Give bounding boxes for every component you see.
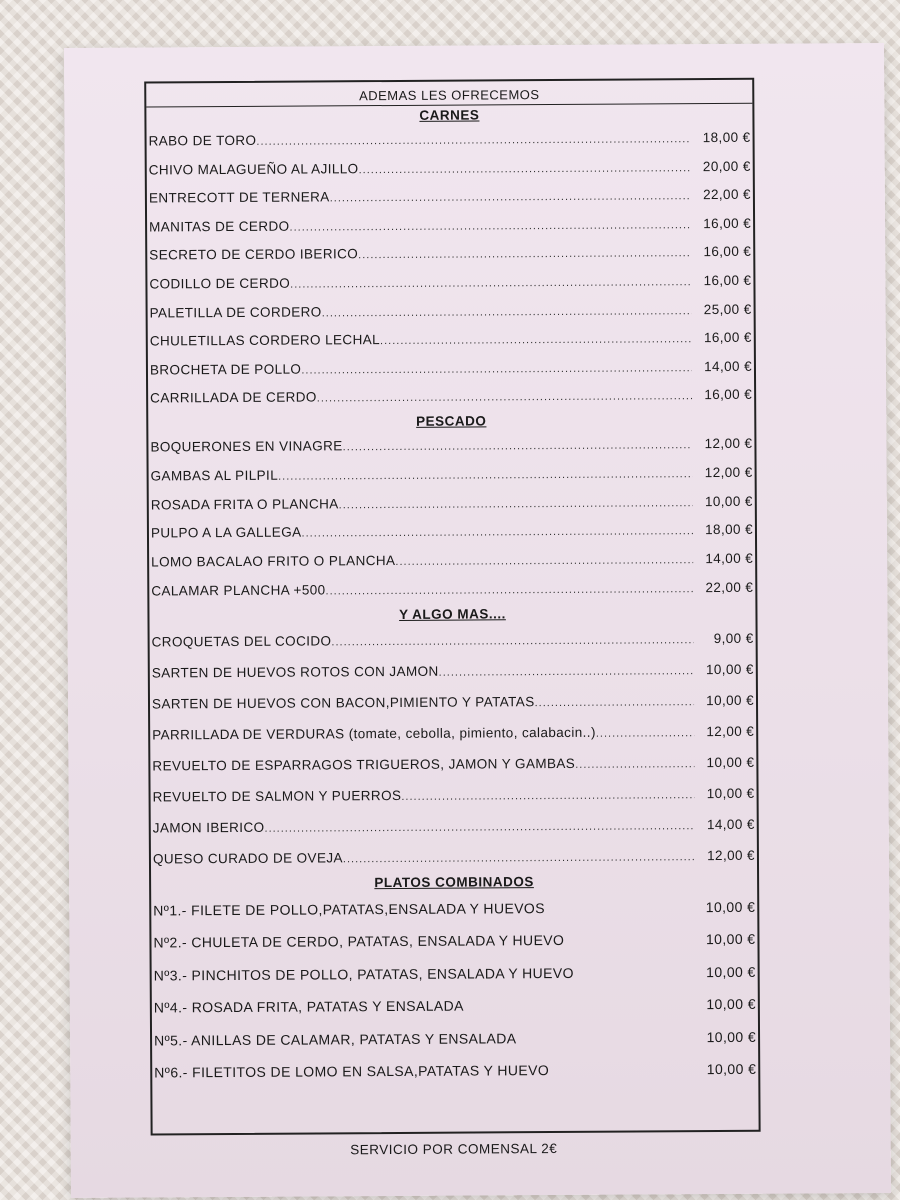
dot-leader (322, 297, 692, 328)
menu-item-name: CHULETILLAS CORDERO LECHAL (149, 332, 381, 349)
menu-item-price: 12,00 € (704, 464, 753, 480)
menu-item (148, 295, 754, 327)
menu-item-price: 10,00 € (705, 898, 756, 915)
menu-item (150, 685, 756, 720)
menu-item-name: QUESO CURADO DE OVEJA (152, 850, 343, 867)
menu-item-name: REVUELTO DE ESPARRAGOS TRIGUEROS, JAMON Y GAMBAS (152, 755, 576, 774)
menu-header: ADEMAS LES OFRECEMOS (146, 80, 752, 108)
menu-item-price: 9,00 € (713, 630, 754, 646)
leader-spacer (464, 1009, 700, 1010)
menu-item (150, 623, 756, 658)
dot-leader (395, 546, 693, 577)
dot-leader (596, 718, 695, 750)
menu-item-name: LOMO BACALAO FRITO O PLANCHA (151, 553, 396, 570)
menu-item-name: Nº5.- ANILLAS DE CALAMAR, PATATAS Y ENSALADA (154, 1029, 517, 1049)
menu-item-name: ENTRECOTT DE TERNERA (148, 189, 330, 206)
menu-item-name: Nº2.- CHULETA DE CERDO, PATATAS, ENSALADA Y HUEVO (153, 932, 565, 951)
menu-sheet (64, 43, 891, 1198)
menu-item-price: 10,00 € (705, 931, 756, 948)
menu-item (152, 988, 758, 1024)
menu-item-name: GAMBAS AL PILPIL (150, 467, 279, 484)
dot-leader (330, 182, 691, 213)
menu-item-name: SECRETO DE CERDO IBERICO (149, 246, 359, 263)
menu-item-price: 10,00 € (706, 754, 755, 770)
menu-item (147, 152, 753, 184)
menu-item-price: 16,00 € (704, 387, 753, 403)
leader-spacer (549, 1074, 700, 1075)
menu-item-name: REVUELTO DE SALMON Y PUERROS (152, 787, 402, 805)
dot-leader (343, 842, 695, 875)
menu-item-name: CROQUETAS DEL COCIDO (151, 633, 332, 650)
menu-item-name: Nº3.- PINCHITOS DE POLLO, PATATAS, ENSALADA Y HUEVO (153, 964, 574, 984)
menu-item (149, 574, 755, 606)
menu-item-price: 10,00 € (705, 661, 754, 677)
menu-item-name: SARTEN DE HUEVOS ROTOS CON JAMON (151, 663, 439, 681)
menu-item (151, 809, 757, 844)
menu-item (152, 1020, 758, 1056)
dot-leader (439, 656, 694, 689)
menu-frame (144, 78, 760, 1136)
menu-item-price: 14,00 € (705, 550, 754, 567)
dot-leader (278, 460, 693, 491)
menu-item (149, 516, 755, 548)
menu-item-price: 14,00 € (704, 358, 753, 374)
dot-leader (358, 154, 690, 185)
menu-item (148, 353, 754, 385)
menu-item-price: 10,00 € (706, 963, 756, 980)
menu-item-name: MANITAS DE CERDO (149, 218, 290, 235)
menu-item (149, 545, 755, 577)
menu-item-name: BROCHETA DE POLLO (149, 361, 302, 378)
menu-item (152, 1053, 758, 1089)
menu-item-price: 16,00 € (703, 215, 752, 231)
menu-item-price: 25,00 € (703, 301, 752, 317)
dot-leader (290, 268, 691, 299)
menu-item (151, 923, 757, 959)
menu-item-name: PULPO A LA GALLEGA (150, 524, 302, 541)
section-title: CARNES (419, 107, 480, 123)
menu-item (148, 430, 754, 462)
menu-item-price: 10,00 € (706, 1061, 757, 1078)
menu-item-name: CODILLO DE CERDO (149, 275, 291, 292)
menu-item-price: 12,00 € (707, 847, 755, 863)
menu-item (147, 181, 753, 213)
menu-item-name: ROSADA FRITA O PLANCHA (150, 495, 339, 513)
menu-item-price: 22,00 € (705, 579, 754, 596)
menu-item-name: JAMON IBERICO (152, 819, 265, 836)
menu-section (148, 410, 755, 606)
menu-item-name: CALAMAR PLANCHA +500 (151, 582, 326, 599)
menu-item-price: 10,00 € (704, 493, 753, 509)
section-title: PESCADO (416, 413, 487, 429)
menu-item-name: SARTEN DE HUEVOS CON BACON,PIMIENTO Y PATATAS (151, 693, 535, 712)
menu-item-name: Nº4.- ROSADA FRITA, PATATAS Y ENSALADA (153, 997, 464, 1016)
menu-item (152, 955, 758, 991)
menu-item-price: 18,00 € (705, 522, 754, 538)
menu-item (146, 124, 752, 156)
dot-leader (317, 383, 693, 414)
menu-item-name: CHIVO MALAGUEÑO AL AJILLO (148, 160, 359, 178)
menu-item (147, 267, 753, 299)
dot-leader (358, 240, 691, 271)
menu-item (150, 654, 756, 689)
menu-item-price: 20,00 € (702, 158, 751, 174)
menu-item-name: PALETILLA DE CORDERO (149, 303, 322, 321)
menu-section (149, 603, 757, 875)
menu-item (147, 238, 753, 270)
menu-item-price: 16,00 € (703, 244, 752, 260)
menu-item-name: Nº6.- FILETITOS DE LOMO EN SALSA,PATATAS Y HUEVO (154, 1062, 550, 1081)
menu-item (148, 381, 754, 413)
menu-item-price: 12,00 € (704, 435, 753, 452)
menu-item-name: PARRILLADA DE VERDURAS (tomate, cebolla, pimiento, calabacin..) (152, 724, 596, 743)
dot-leader (301, 354, 692, 385)
service-charge-note: SERVICIO POR COMENSAL 2€ (350, 1141, 558, 1158)
leader-spacer (517, 1042, 701, 1043)
menu-item-price: 16,00 € (703, 329, 752, 346)
dot-leader (534, 687, 694, 719)
menu-item (150, 747, 756, 782)
dot-leader (339, 489, 693, 520)
menu-item-price: 10,00 € (706, 692, 755, 708)
menu-section (151, 871, 758, 1090)
leader-spacer (564, 944, 699, 945)
dot-leader (401, 780, 694, 813)
menu-item-price: 12,00 € (706, 723, 755, 739)
menu-item-name: CARRILLADA DE CERDO (150, 389, 317, 406)
menu-item-price: 10,00 € (706, 785, 755, 801)
menu-item (150, 716, 756, 751)
menu-item (151, 891, 757, 927)
menu-sections (146, 104, 758, 1089)
menu-item (147, 210, 753, 242)
dot-leader (289, 211, 691, 242)
dot-leader (331, 625, 693, 658)
leader-spacer (574, 977, 700, 978)
leader-spacer (545, 912, 699, 913)
menu-item-price: 10,00 € (706, 996, 756, 1013)
menu-item-price: 18,00 € (702, 129, 751, 146)
dot-leader (380, 325, 692, 355)
dot-leader (256, 125, 690, 156)
menu-item (149, 459, 755, 491)
menu-section (146, 104, 754, 414)
menu-item (151, 840, 757, 875)
menu-item-price: 10,00 € (706, 1028, 757, 1045)
section-title: PLATOS COMBINADOS (374, 873, 534, 890)
menu-item-price: 14,00 € (706, 816, 755, 832)
menu-item (148, 324, 754, 356)
menu-item-name: BOQUERONES EN VINAGRE (150, 438, 343, 455)
dot-leader (343, 431, 693, 462)
dot-leader (325, 575, 693, 606)
menu-item-price: 16,00 € (703, 272, 752, 289)
menu-item (150, 778, 756, 813)
dot-leader (264, 811, 694, 845)
section-title: Y ALGO MAS.... (399, 606, 506, 622)
menu-item-name: Nº1.- FILETE DE POLLO,PATATAS,ENSALADA Y HUEVOS (153, 899, 545, 919)
dot-leader (575, 749, 694, 781)
menu-item-name: RABO DE TORO (148, 132, 257, 149)
menu-item-price: 22,00 € (703, 186, 751, 203)
dot-leader (301, 517, 693, 548)
menu-item (149, 487, 755, 519)
